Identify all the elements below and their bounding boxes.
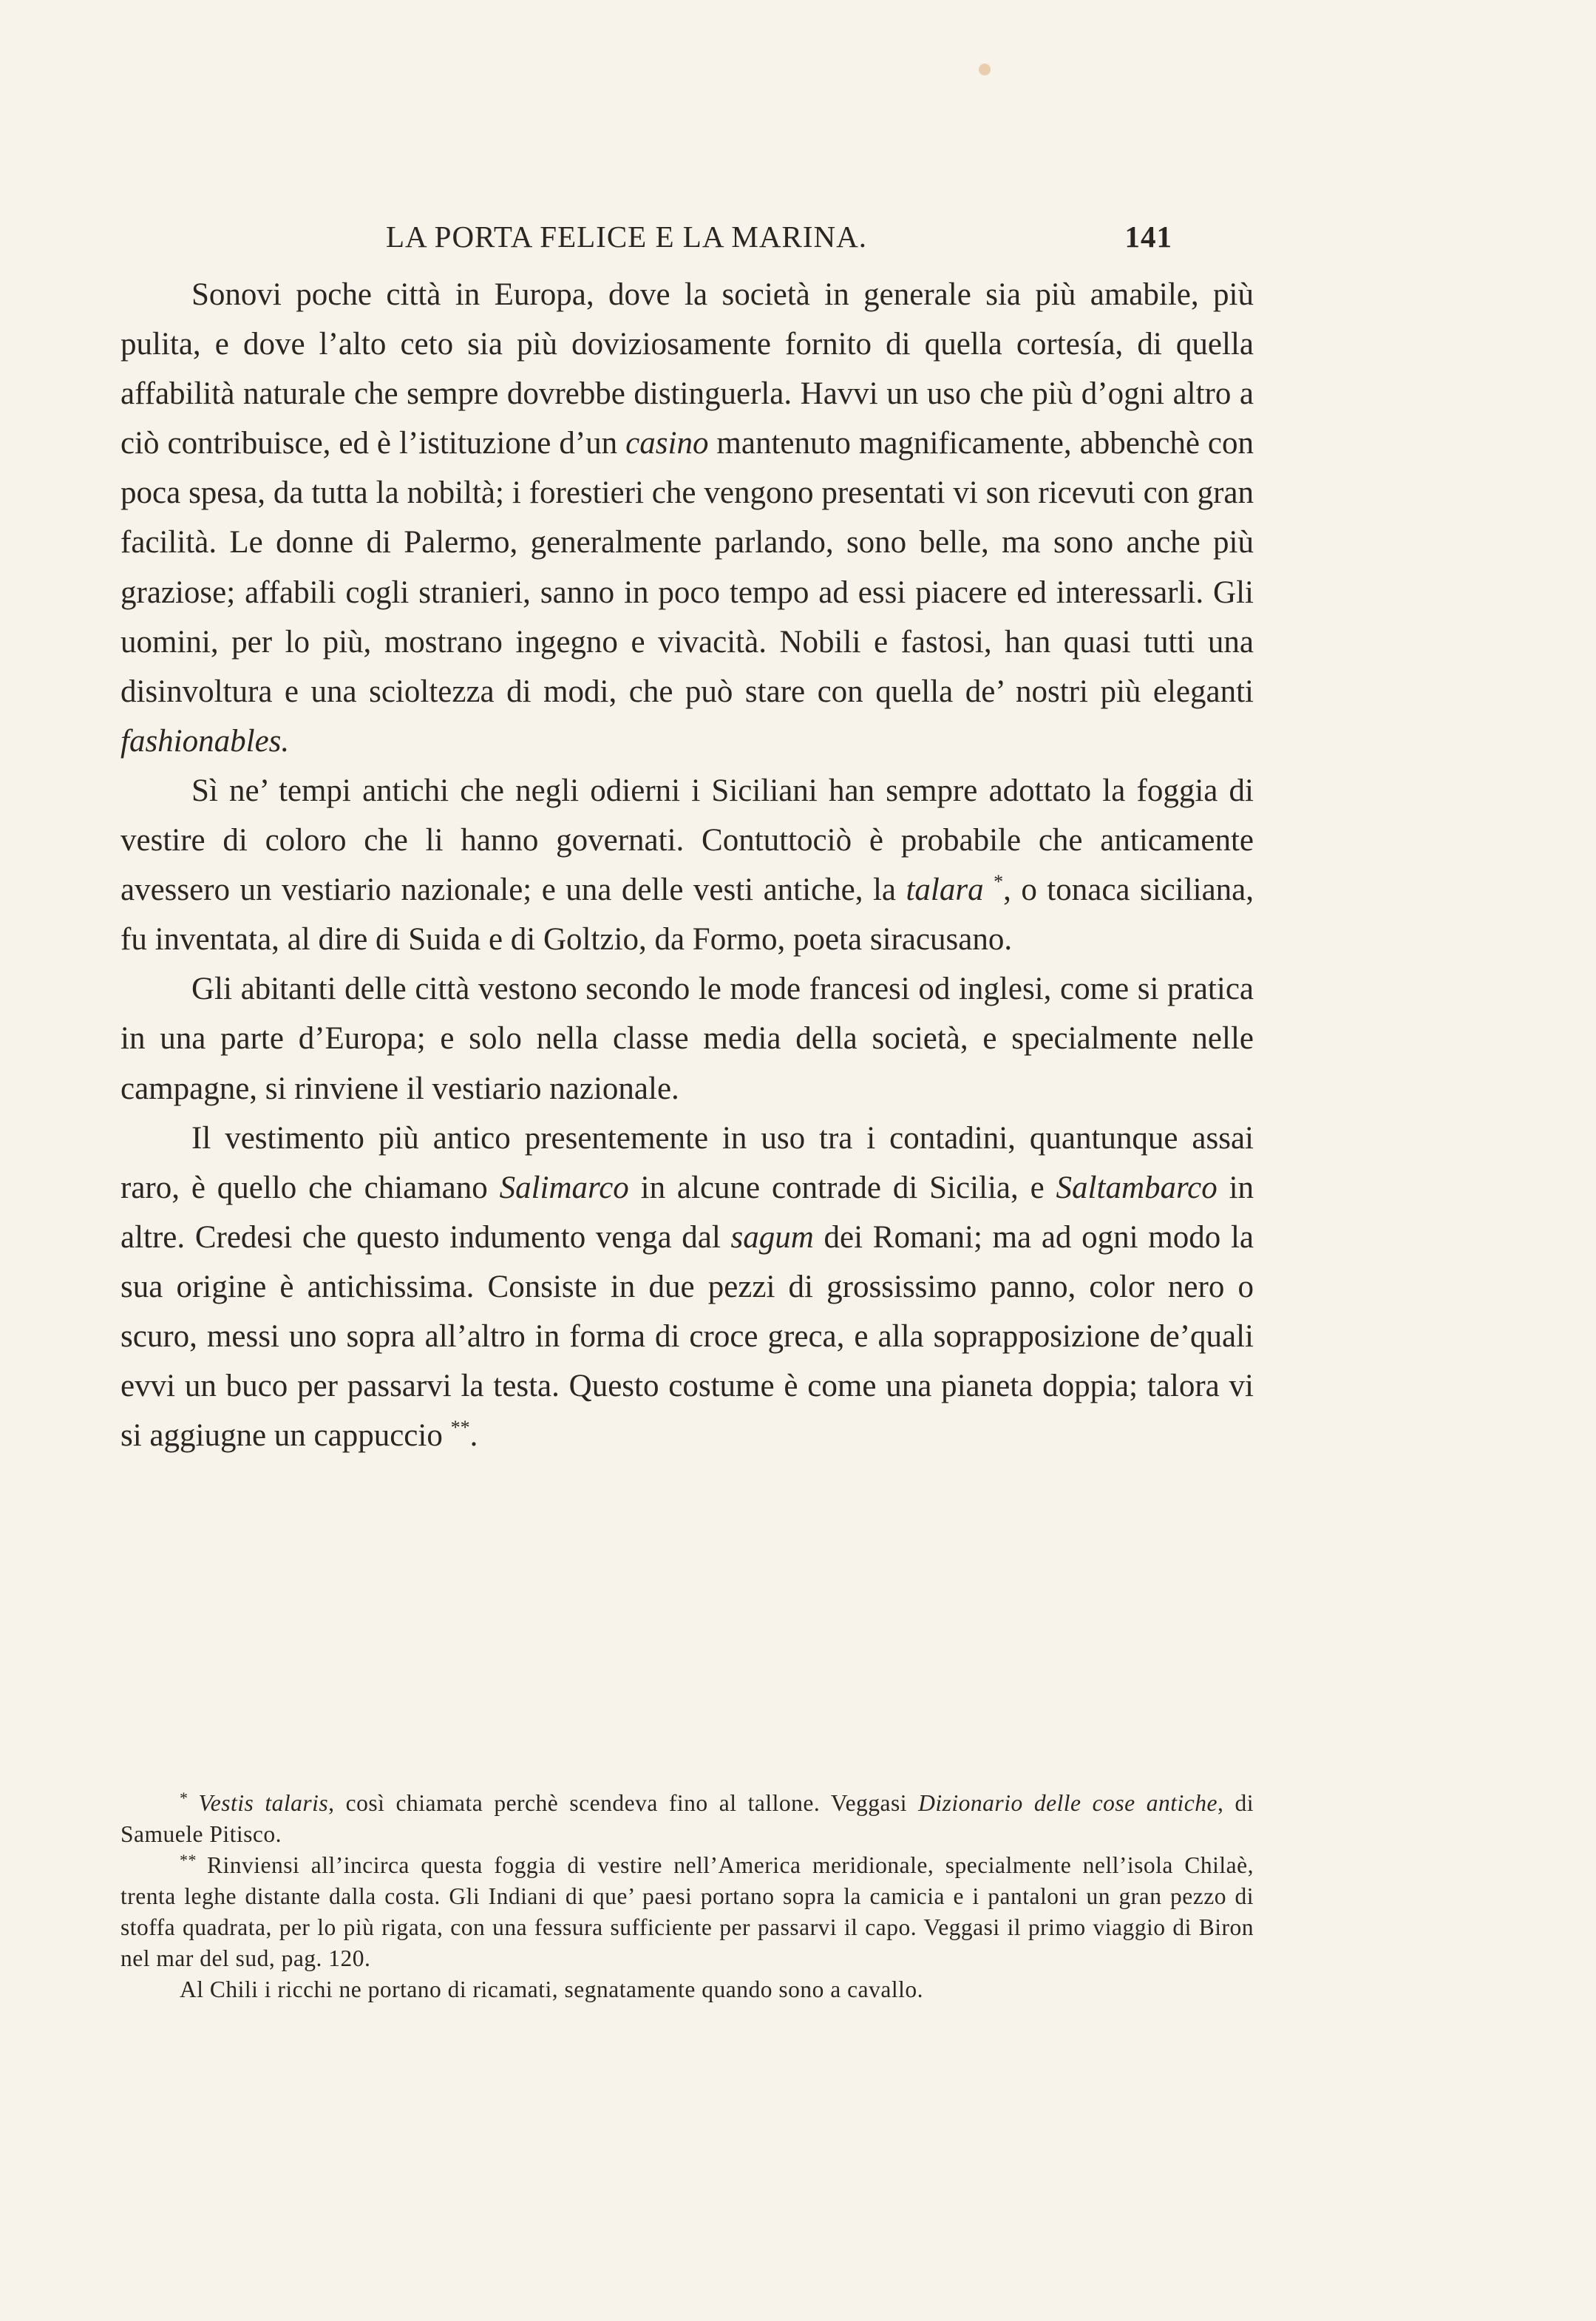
paragraph-1-text-a: Sonovi poche città in Europa, dove la società in generale sia più amabile, più pulita, e dove l’alto ceto sia più doviziosamente fornito di quella cortesía, di quella affabilità naturale che sempre dovrebbe distinguerla. Havvi un uso che più d’ogni altro a ciò contribuisce, ed è l’istituzione d’un — [120, 277, 1254, 461]
main-text — [120, 270, 1254, 1460]
footnote-1 — [120, 1788, 1254, 1850]
paragraph-4-text-h: . — [469, 1418, 478, 1454]
paragraph-2 — [120, 766, 1254, 964]
footnote-1-text-b: , così chiamata perchè scendeva fino al tallone. Veggasi — [328, 1790, 919, 1816]
paragraph-1-text-c: mantenuto magnificamente, abbenchè con poca spesa, da tutta la nobiltà; i forestieri che vengono presentati vi son ricevuti con gran facilità. Le donne di Palermo, generalmente parlando, sono belle, ma sono anche più graziose; affabili cogli stranieri, sanno in poco tempo ad essi piacere ed interessarli. Gli uomini, per lo più, mostrano ingegno e vivacità. Nobili e fastosi, han quasi tutti una disinvoltura e una scioltezza di modi, che può stare con quella de’ nostri più eleganti — [120, 426, 1254, 709]
paragraph-4-text-c: in alcune contrade di Sicilia, e — [628, 1170, 1056, 1205]
term-saltambarco: Saltambarco — [1056, 1170, 1218, 1205]
footnote-1-book-title: Dizionario delle cose antiche — [918, 1790, 1218, 1816]
term-sagum: sagum — [730, 1219, 814, 1255]
paragraph-2-text-c: , o tonaca siciliana, fu inventata, al dire di Suida e di Goltzio, da Formo, poeta siracusano. — [120, 873, 1254, 958]
term-fashionables: fashionables. — [120, 723, 290, 759]
running-title: LA PORTA FELICE E LA MARINA. — [386, 220, 867, 254]
running-header — [386, 219, 1172, 256]
term-talara: talara — [906, 873, 984, 908]
page-number: 141 — [1124, 220, 1172, 254]
footnotes — [120, 1788, 1254, 2005]
paragraph-2-text-a: Sì ne’ tempi antichi che negli odierni i Siciliani han sempre adottato la foggia di vestire di coloro che li hanno governati. Contuttociò è probabile che anticamente avessero un vestiario nazionale; e una delle vesti antiche, la — [120, 773, 1254, 908]
footnote-2-text: Rinviensi all’incirca questa foggia di vestire nell’America meridionale, specialmente nell’isola Chilaè, trenta leghe distante dalla costa. Gli Indiani di que’ paesi portano sopra la camicia e i pantaloni un gran pezzo di stoffa quadrata, per lo più rigata, con una fessura sufficiente per passarvi il capo. Veggasi il primo viaggio di Biron nel mar del sud, pag. 120. — [120, 1852, 1254, 1971]
term-casino: casino — [625, 426, 709, 461]
footnote-1-mark: * — [180, 1789, 189, 1807]
footnote-ref-1: * — [994, 871, 1004, 893]
footnote-2-mark: ** — [180, 1851, 197, 1869]
footnote-1-text-d: , di Samuele Pitisco. — [120, 1790, 1254, 1847]
footnote-1-term: Vestis talaris — [198, 1790, 329, 1816]
paragraph-4-text-g: dei Romani; ma ad ogni modo la sua origine è antichissima. Consiste in due pezzi di grossissimo panno, color nero o scuro, messi uno sopra all’altro in forma di croce greca, e alla soprapposizione de’quali evvi un buco per passarvi la testa. Questo costume è come una pianeta doppia; talora vi si aggiugne un cappuccio — [120, 1219, 1254, 1454]
paragraph-4-text-a: Il vestimento più antico presentemente in uso tra i contadini, quantunque assai raro, è quello che chiamano — [120, 1120, 1254, 1205]
footnote-3: Al Chili i ricchi ne portano di ricamati, segnatamente quando sono a cavallo. — [180, 1976, 923, 2002]
footnote-ref-2: ** — [450, 1417, 470, 1439]
footnote-2 — [120, 1850, 1254, 1974]
paragraph-4 — [120, 1114, 1254, 1461]
paragraph-1 — [120, 270, 1254, 766]
paragraph-3: Gli abitanti delle città vestono secondo le mode francesi od inglesi, come si pratica in una parte d’Europa; e solo nella classe media della società, e specialmente nelle campagne, si rinviene il vestiario nazionale. — [120, 972, 1254, 1106]
paper-stain — [979, 64, 991, 75]
term-salimarco: Salimarco — [499, 1170, 629, 1205]
paragraph-4-text-e: in altre. Credesi che questo indumento venga dal — [120, 1170, 1254, 1255]
